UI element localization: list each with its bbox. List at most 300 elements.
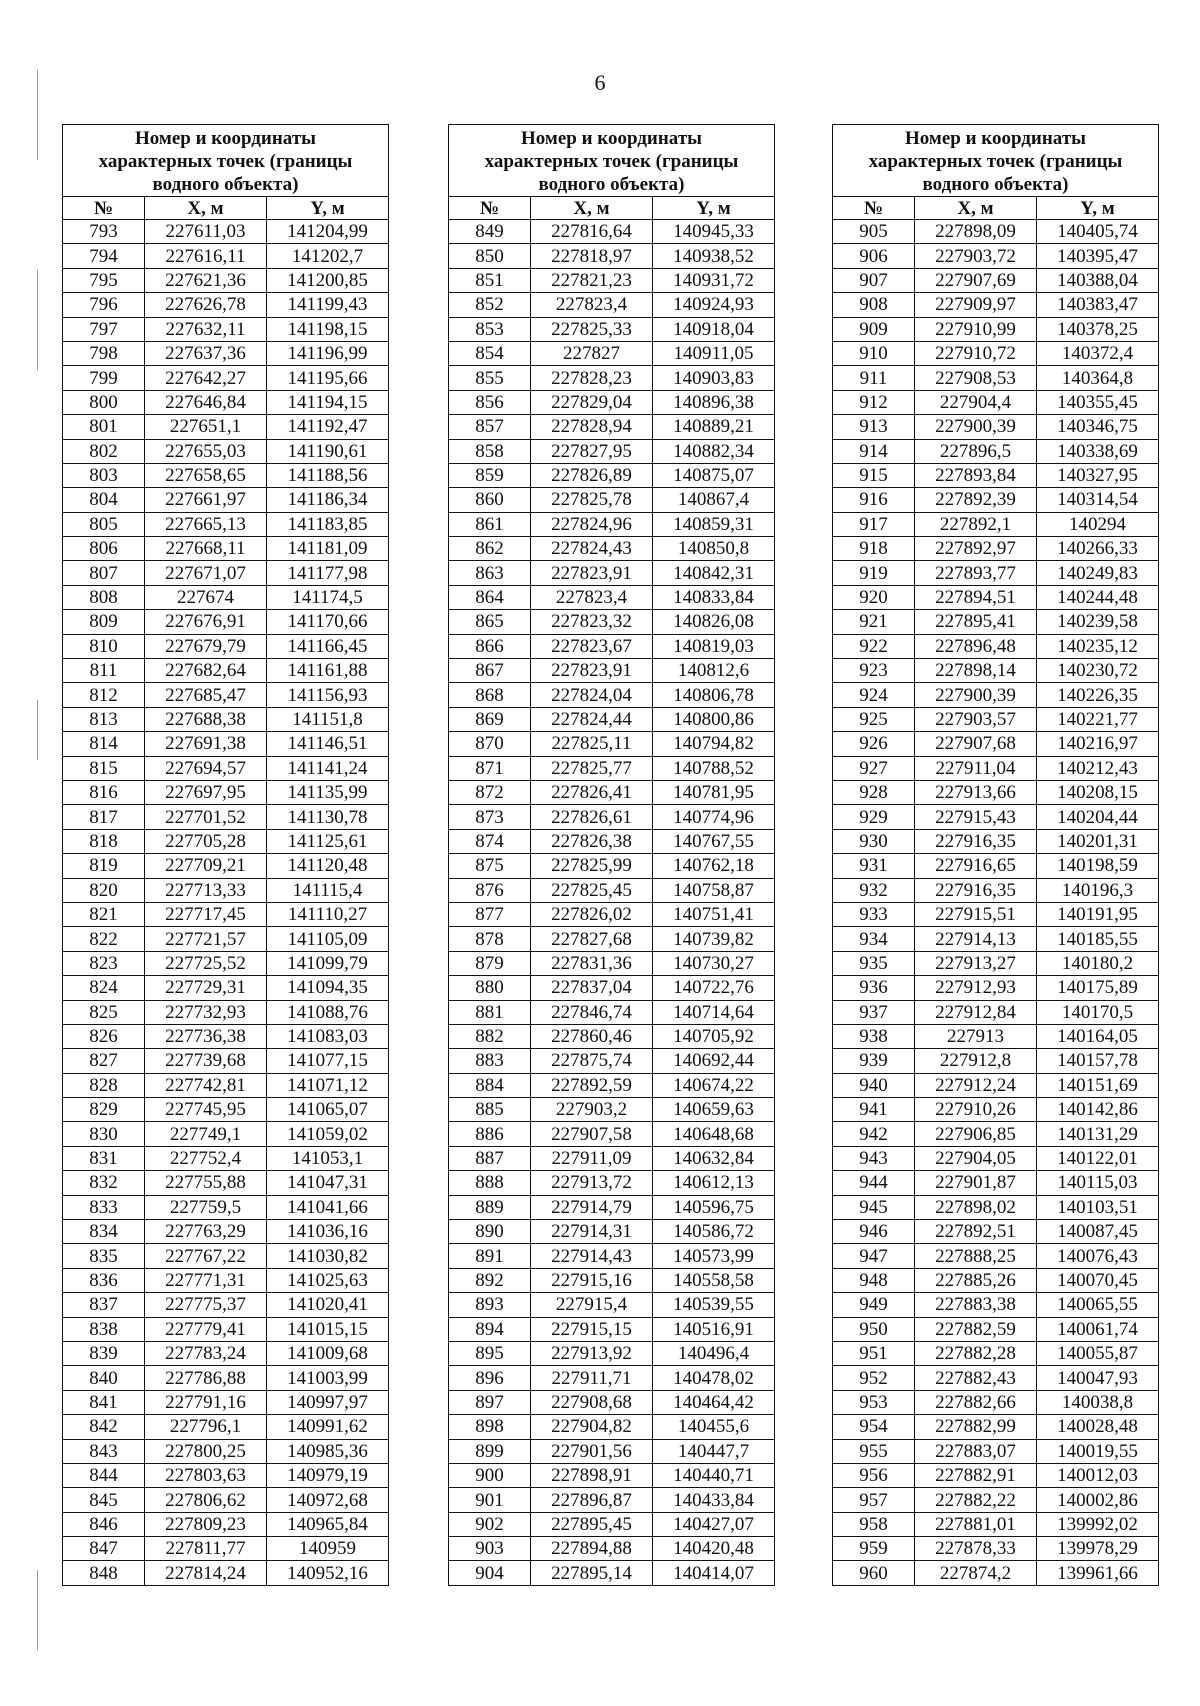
x-coordinate-cell: 227771,31 <box>145 1268 267 1292</box>
y-coordinate-cell: 140038,8 <box>1037 1390 1159 1414</box>
x-coordinate-cell: 227779,41 <box>145 1317 267 1341</box>
y-coordinate-cell: 141077,15 <box>267 1049 389 1073</box>
x-coordinate-cell: 227909,97 <box>915 293 1037 317</box>
x-coordinate-cell: 227896,5 <box>915 439 1037 463</box>
x-coordinate-cell: 227913,66 <box>915 780 1037 804</box>
point-number-cell: 933 <box>833 902 915 926</box>
x-coordinate-cell: 227646,84 <box>145 390 267 414</box>
y-coordinate-cell: 141146,51 <box>267 732 389 756</box>
y-coordinate-cell: 140714,64 <box>653 1000 775 1024</box>
y-coordinate-cell: 140730,27 <box>653 951 775 975</box>
y-coordinate-cell: 140979,19 <box>267 1463 389 1487</box>
point-number-cell: 932 <box>833 878 915 902</box>
point-number-cell: 797 <box>63 317 145 341</box>
x-coordinate-cell: 227827,68 <box>531 927 653 951</box>
x-coordinate-cell: 227816,64 <box>531 220 653 244</box>
table-row <box>449 1341 775 1365</box>
y-coordinate-cell: 140131,29 <box>1037 1122 1159 1146</box>
y-coordinate-cell: 140087,45 <box>1037 1220 1159 1244</box>
table-row <box>449 1244 775 1268</box>
x-coordinate-cell: 227896,87 <box>531 1488 653 1512</box>
point-number-cell: 886 <box>449 1122 531 1146</box>
x-coordinate-cell: 227883,38 <box>915 1293 1037 1317</box>
x-coordinate-cell: 227682,64 <box>145 659 267 683</box>
y-coordinate-cell: 141177,98 <box>267 561 389 585</box>
point-number-cell: 824 <box>63 976 145 1000</box>
point-number-cell: 921 <box>833 610 915 634</box>
point-number-cell: 906 <box>833 244 915 268</box>
y-coordinate-cell: 140338,69 <box>1037 439 1159 463</box>
table-title <box>63 125 389 197</box>
y-coordinate-cell: 141166,45 <box>267 634 389 658</box>
y-coordinate-cell: 140794,82 <box>653 732 775 756</box>
coordinates-table-1 <box>62 124 389 1586</box>
x-coordinate-cell: 227882,66 <box>915 1390 1037 1414</box>
x-coordinate-cell: 227904,05 <box>915 1146 1037 1170</box>
point-number-cell: 924 <box>833 683 915 707</box>
x-coordinate-cell: 227915,16 <box>531 1268 653 1292</box>
point-number-cell: 819 <box>63 854 145 878</box>
x-coordinate-cell: 227665,13 <box>145 512 267 536</box>
x-coordinate-cell: 227824,44 <box>531 707 653 731</box>
y-coordinate-cell: 141183,85 <box>267 512 389 536</box>
y-coordinate-cell: 140151,69 <box>1037 1073 1159 1097</box>
x-coordinate-cell: 227809,23 <box>145 1512 267 1536</box>
y-coordinate-cell: 141200,85 <box>267 268 389 292</box>
y-coordinate-cell: 141020,41 <box>267 1293 389 1317</box>
point-number-cell: 870 <box>449 732 531 756</box>
table-row <box>63 1415 389 1439</box>
y-coordinate-cell: 140767,55 <box>653 829 775 853</box>
y-coordinate-cell: 140378,25 <box>1037 317 1159 341</box>
table-row <box>449 780 775 804</box>
table-row <box>833 610 1159 634</box>
x-coordinate-cell: 227749,1 <box>145 1122 267 1146</box>
table-row <box>449 659 775 683</box>
table-row <box>63 927 389 951</box>
table-row <box>833 1512 1159 1536</box>
table-row <box>63 1439 389 1463</box>
y-coordinate-cell: 141094,35 <box>267 976 389 1000</box>
table-row <box>63 537 389 561</box>
point-number-cell: 821 <box>63 902 145 926</box>
x-coordinate-cell: 227632,11 <box>145 317 267 341</box>
point-number-cell: 958 <box>833 1512 915 1536</box>
table-row <box>63 1463 389 1487</box>
table-row <box>449 488 775 512</box>
x-coordinate-cell: 227881,01 <box>915 1512 1037 1536</box>
coordinates-table-3 <box>832 124 1159 1586</box>
table-row <box>63 1268 389 1292</box>
point-number-cell: 840 <box>63 1366 145 1390</box>
y-coordinate-cell: 140364,8 <box>1037 366 1159 390</box>
y-coordinate-cell: 141141,24 <box>267 756 389 780</box>
y-coordinate-cell: 140455,6 <box>653 1415 775 1439</box>
table-row <box>833 1000 1159 1024</box>
y-coordinate-cell: 141030,82 <box>267 1244 389 1268</box>
table-row <box>63 634 389 658</box>
table-row <box>833 220 1159 244</box>
point-number-cell: 916 <box>833 488 915 512</box>
y-coordinate-cell: 140249,83 <box>1037 561 1159 585</box>
x-coordinate-cell: 227903,72 <box>915 244 1037 268</box>
y-coordinate-cell: 140191,95 <box>1037 902 1159 926</box>
table-row <box>449 1268 775 1292</box>
x-coordinate-cell: 227616,11 <box>145 244 267 268</box>
table-row <box>833 1146 1159 1170</box>
x-coordinate-cell: 227829,04 <box>531 390 653 414</box>
table-row <box>833 512 1159 536</box>
x-coordinate-cell: 227882,43 <box>915 1366 1037 1390</box>
table-title <box>449 125 775 197</box>
y-coordinate-cell: 141059,02 <box>267 1122 389 1146</box>
point-number-cell: 848 <box>63 1561 145 1585</box>
y-coordinate-cell: 140175,89 <box>1037 976 1159 1000</box>
x-coordinate-cell: 227892,39 <box>915 488 1037 512</box>
x-coordinate-cell: 227901,56 <box>531 1439 653 1463</box>
point-number-cell: 845 <box>63 1488 145 1512</box>
y-coordinate-cell: 140991,62 <box>267 1415 389 1439</box>
y-coordinate-cell: 140201,31 <box>1037 829 1159 853</box>
table-row <box>833 1293 1159 1317</box>
y-coordinate-cell: 140440,71 <box>653 1463 775 1487</box>
table-row <box>833 1463 1159 1487</box>
table-row <box>833 927 1159 951</box>
y-coordinate-cell: 140115,03 <box>1037 1171 1159 1195</box>
point-number-cell: 827 <box>63 1049 145 1073</box>
point-number-cell: 796 <box>63 293 145 317</box>
table-row <box>449 976 775 1000</box>
table-row <box>63 366 389 390</box>
y-coordinate-cell: 141099,79 <box>267 951 389 975</box>
point-number-cell: 869 <box>449 707 531 731</box>
point-number-cell: 894 <box>449 1317 531 1341</box>
x-coordinate-cell: 227914,79 <box>531 1195 653 1219</box>
point-number-cell: 956 <box>833 1463 915 1487</box>
point-number-cell: 923 <box>833 659 915 683</box>
x-coordinate-cell: 227676,91 <box>145 610 267 634</box>
table-row <box>449 1488 775 1512</box>
table-row <box>833 634 1159 658</box>
x-coordinate-cell: 227914,31 <box>531 1220 653 1244</box>
x-coordinate-cell: 227907,68 <box>915 732 1037 756</box>
point-number-cell: 926 <box>833 732 915 756</box>
point-number-cell: 864 <box>449 585 531 609</box>
y-coordinate-cell: 140055,87 <box>1037 1341 1159 1365</box>
x-coordinate-cell: 227814,24 <box>145 1561 267 1585</box>
y-coordinate-cell: 141083,03 <box>267 1024 389 1048</box>
x-coordinate-cell: 227752,4 <box>145 1146 267 1170</box>
x-coordinate-cell: 227916,35 <box>915 878 1037 902</box>
table-row <box>449 951 775 975</box>
y-coordinate-cell: 140692,44 <box>653 1049 775 1073</box>
table-row <box>63 439 389 463</box>
table-row <box>449 854 775 878</box>
x-coordinate-cell: 227826,02 <box>531 902 653 926</box>
point-number-cell: 844 <box>63 1463 145 1487</box>
table-title-line-3: водного объекта) <box>538 174 685 195</box>
x-coordinate-cell: 227904,4 <box>915 390 1037 414</box>
point-number-cell: 863 <box>449 561 531 585</box>
x-coordinate-cell: 227912,93 <box>915 976 1037 1000</box>
table-row <box>833 341 1159 365</box>
x-coordinate-cell: 227894,51 <box>915 585 1037 609</box>
point-number-cell: 871 <box>449 756 531 780</box>
table-row <box>833 1195 1159 1219</box>
y-coordinate-cell: 141115,4 <box>267 878 389 902</box>
x-coordinate-cell: 227796,1 <box>145 1415 267 1439</box>
table-row <box>63 902 389 926</box>
table-row <box>833 317 1159 341</box>
table-row <box>449 1512 775 1536</box>
y-coordinate-cell: 140997,97 <box>267 1390 389 1414</box>
y-coordinate-cell: 140076,43 <box>1037 1244 1159 1268</box>
x-coordinate-cell: 227913 <box>915 1024 1037 1048</box>
point-number-cell: 939 <box>833 1049 915 1073</box>
table-row <box>63 610 389 634</box>
point-number-cell: 807 <box>63 561 145 585</box>
x-coordinate-cell: 227896,48 <box>915 634 1037 658</box>
x-coordinate-cell: 227898,91 <box>531 1463 653 1487</box>
y-coordinate-cell: 139978,29 <box>1037 1537 1159 1561</box>
x-coordinate-cell: 227825,11 <box>531 732 653 756</box>
y-coordinate-cell: 140758,87 <box>653 878 775 902</box>
x-coordinate-cell: 227895,41 <box>915 610 1037 634</box>
x-coordinate-cell: 227821,23 <box>531 268 653 292</box>
x-coordinate-cell: 227913,92 <box>531 1341 653 1365</box>
table-row <box>833 415 1159 439</box>
y-coordinate-cell: 141125,61 <box>267 829 389 853</box>
table-row <box>63 1122 389 1146</box>
x-coordinate-cell: 227893,84 <box>915 463 1037 487</box>
point-number-cell: 922 <box>833 634 915 658</box>
x-coordinate-cell: 227825,33 <box>531 317 653 341</box>
table-row <box>833 1171 1159 1195</box>
table-row <box>63 1000 389 1024</box>
table-row <box>833 1244 1159 1268</box>
y-coordinate-cell: 140739,82 <box>653 927 775 951</box>
x-coordinate-cell: 227911,04 <box>915 756 1037 780</box>
y-coordinate-cell: 140573,99 <box>653 1244 775 1268</box>
table-row <box>449 805 775 829</box>
x-coordinate-cell: 227825,99 <box>531 854 653 878</box>
x-coordinate-cell: 227786,88 <box>145 1366 267 1390</box>
y-coordinate-cell: 140142,86 <box>1037 1098 1159 1122</box>
column-header-x: X, м <box>531 197 653 220</box>
table-row <box>63 390 389 414</box>
table-row <box>449 756 775 780</box>
point-number-cell: 927 <box>833 756 915 780</box>
table-row <box>833 1561 1159 1585</box>
point-number-cell: 891 <box>449 1244 531 1268</box>
point-number-cell: 809 <box>63 610 145 634</box>
x-coordinate-cell: 227837,04 <box>531 976 653 1000</box>
table-row <box>449 244 775 268</box>
table-row <box>449 293 775 317</box>
point-number-cell: 943 <box>833 1146 915 1170</box>
table-row <box>833 293 1159 317</box>
y-coordinate-cell: 140819,03 <box>653 634 775 658</box>
table-row <box>63 1244 389 1268</box>
point-number-cell: 880 <box>449 976 531 1000</box>
y-coordinate-cell: 141195,66 <box>267 366 389 390</box>
point-number-cell: 957 <box>833 1488 915 1512</box>
point-number-cell: 834 <box>63 1220 145 1244</box>
y-coordinate-cell: 140314,54 <box>1037 488 1159 512</box>
point-number-cell: 801 <box>63 415 145 439</box>
y-coordinate-cell: 140859,31 <box>653 512 775 536</box>
y-coordinate-cell: 140812,6 <box>653 659 775 683</box>
y-coordinate-cell: 141199,43 <box>267 293 389 317</box>
x-coordinate-cell: 227621,36 <box>145 268 267 292</box>
table-row <box>449 1293 775 1317</box>
table-row <box>63 1512 389 1536</box>
table-title <box>833 125 1159 197</box>
x-coordinate-cell: 227811,77 <box>145 1537 267 1561</box>
table-row <box>63 878 389 902</box>
point-number-cell: 817 <box>63 805 145 829</box>
y-coordinate-cell: 141036,16 <box>267 1220 389 1244</box>
y-coordinate-cell: 141015,15 <box>267 1317 389 1341</box>
y-coordinate-cell: 140762,18 <box>653 854 775 878</box>
point-number-cell: 905 <box>833 220 915 244</box>
table-row <box>449 268 775 292</box>
point-number-cell: 816 <box>63 780 145 804</box>
x-coordinate-cell: 227688,38 <box>145 707 267 731</box>
point-number-cell: 857 <box>449 415 531 439</box>
point-number-cell: 818 <box>63 829 145 853</box>
table-row <box>449 927 775 951</box>
x-coordinate-cell: 227916,35 <box>915 829 1037 853</box>
y-coordinate-cell: 141120,48 <box>267 854 389 878</box>
y-coordinate-cell: 140405,74 <box>1037 220 1159 244</box>
x-coordinate-cell: 227908,53 <box>915 366 1037 390</box>
point-number-cell: 937 <box>833 1000 915 1024</box>
x-coordinate-cell: 227828,23 <box>531 366 653 390</box>
point-number-cell: 931 <box>833 854 915 878</box>
y-coordinate-cell: 140157,78 <box>1037 1049 1159 1073</box>
x-coordinate-cell: 227701,52 <box>145 805 267 829</box>
x-coordinate-cell: 227823,32 <box>531 610 653 634</box>
y-coordinate-cell: 140788,52 <box>653 756 775 780</box>
point-number-cell: 794 <box>63 244 145 268</box>
x-coordinate-cell: 227874,2 <box>915 1561 1037 1585</box>
point-number-cell: 856 <box>449 390 531 414</box>
x-coordinate-cell: 227914,43 <box>531 1244 653 1268</box>
y-coordinate-cell: 140833,84 <box>653 585 775 609</box>
point-number-cell: 912 <box>833 390 915 414</box>
table-row <box>449 1195 775 1219</box>
table-row <box>833 1073 1159 1097</box>
column-header-x: X, м <box>145 197 267 220</box>
point-number-cell: 838 <box>63 1317 145 1341</box>
x-coordinate-cell: 227626,78 <box>145 293 267 317</box>
table-row <box>833 366 1159 390</box>
x-coordinate-cell: 227705,28 <box>145 829 267 853</box>
y-coordinate-cell: 140216,97 <box>1037 732 1159 756</box>
point-number-cell: 815 <box>63 756 145 780</box>
point-number-cell: 911 <box>833 366 915 390</box>
x-coordinate-cell: 227691,38 <box>145 732 267 756</box>
point-number-cell: 879 <box>449 951 531 975</box>
x-coordinate-cell: 227806,62 <box>145 1488 267 1512</box>
point-number-cell: 900 <box>449 1463 531 1487</box>
point-number-cell: 866 <box>449 634 531 658</box>
table-row <box>63 683 389 707</box>
y-coordinate-cell: 140659,63 <box>653 1098 775 1122</box>
y-coordinate-cell: 140012,03 <box>1037 1463 1159 1487</box>
x-coordinate-cell: 227642,27 <box>145 366 267 390</box>
y-coordinate-cell: 140414,07 <box>653 1561 775 1585</box>
table-row <box>449 1171 775 1195</box>
point-number-cell: 828 <box>63 1073 145 1097</box>
point-number-cell: 841 <box>63 1390 145 1414</box>
point-number-cell: 872 <box>449 780 531 804</box>
table-row <box>63 1049 389 1073</box>
point-number-cell: 959 <box>833 1537 915 1561</box>
point-number-cell: 855 <box>449 366 531 390</box>
x-coordinate-cell: 227914,13 <box>915 927 1037 951</box>
point-number-cell: 945 <box>833 1195 915 1219</box>
table-row <box>833 1122 1159 1146</box>
point-number-cell: 934 <box>833 927 915 951</box>
x-coordinate-cell: 227882,22 <box>915 1488 1037 1512</box>
point-number-cell: 895 <box>449 1341 531 1365</box>
y-coordinate-cell: 140648,68 <box>653 1122 775 1146</box>
point-number-cell: 837 <box>63 1293 145 1317</box>
table-title-line-1: Номер и координаты <box>520 128 702 149</box>
y-coordinate-cell: 140388,04 <box>1037 268 1159 292</box>
table-row <box>833 805 1159 829</box>
x-coordinate-cell: 227658,65 <box>145 463 267 487</box>
x-coordinate-cell: 227892,59 <box>531 1073 653 1097</box>
y-coordinate-cell: 141161,88 <box>267 659 389 683</box>
table-row <box>449 341 775 365</box>
table-row <box>63 1293 389 1317</box>
table-row <box>833 902 1159 926</box>
y-coordinate-cell: 140395,47 <box>1037 244 1159 268</box>
y-coordinate-cell: 140185,55 <box>1037 927 1159 951</box>
table-row <box>63 1220 389 1244</box>
y-coordinate-cell: 141156,93 <box>267 683 389 707</box>
y-coordinate-cell: 140070,45 <box>1037 1268 1159 1292</box>
x-coordinate-cell: 227824,43 <box>531 537 653 561</box>
y-coordinate-cell: 141135,99 <box>267 780 389 804</box>
point-number-cell: 858 <box>449 439 531 463</box>
table-row <box>449 390 775 414</box>
x-coordinate-cell: 227910,99 <box>915 317 1037 341</box>
table-row <box>63 268 389 292</box>
y-coordinate-cell: 141151,8 <box>267 707 389 731</box>
x-coordinate-cell: 227906,85 <box>915 1122 1037 1146</box>
x-coordinate-cell: 227825,78 <box>531 488 653 512</box>
table-row <box>449 1366 775 1390</box>
x-coordinate-cell: 227888,25 <box>915 1244 1037 1268</box>
point-number-cell: 904 <box>449 1561 531 1585</box>
y-coordinate-cell: 140061,74 <box>1037 1317 1159 1341</box>
table-row <box>833 537 1159 561</box>
x-coordinate-cell: 227823,91 <box>531 561 653 585</box>
y-coordinate-cell: 141186,34 <box>267 488 389 512</box>
y-coordinate-cell: 140774,96 <box>653 805 775 829</box>
point-number-cell: 859 <box>449 463 531 487</box>
point-number-cell: 930 <box>833 829 915 853</box>
table-row <box>449 1098 775 1122</box>
point-number-cell: 813 <box>63 707 145 731</box>
table-row <box>63 1537 389 1561</box>
y-coordinate-cell: 141053,1 <box>267 1146 389 1170</box>
table-row <box>63 805 389 829</box>
